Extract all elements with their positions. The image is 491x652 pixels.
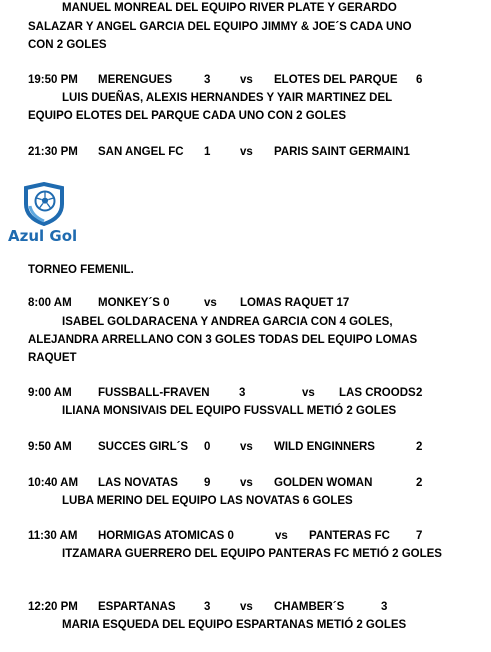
scorers-line: LUIS DUEÑAS, ALEXIS HERNANDES Y YAIR MARTINEZ DEL bbox=[62, 92, 393, 104]
away-team: GOLDEN WOMAN bbox=[274, 477, 373, 489]
home-team-score: HORMIGAS ATOMICAS 0 bbox=[98, 530, 234, 542]
home-team: SAN ANGEL FC bbox=[98, 146, 184, 158]
scorers-line: CON 2 GOLES bbox=[28, 39, 107, 51]
home-score: 9 bbox=[204, 477, 211, 489]
versus-label: vs bbox=[240, 74, 253, 86]
home-score: 3 bbox=[204, 601, 211, 613]
away-score: 2 bbox=[416, 387, 423, 399]
home-team: SUCCES GIRL´S bbox=[98, 441, 189, 453]
logo-wordmark: Azul Gol bbox=[8, 227, 78, 245]
match-time: 9:50 AM bbox=[28, 441, 72, 453]
versus-label: vs bbox=[275, 530, 288, 542]
home-score: 3 bbox=[204, 74, 211, 86]
away-team-score: LOMAS RAQUET 17 bbox=[240, 297, 350, 309]
away-score: 2 bbox=[416, 477, 423, 489]
soccer-ball-shield-icon bbox=[22, 182, 66, 226]
home-score: 3 bbox=[239, 387, 246, 399]
away-team: CHAMBER´S bbox=[274, 601, 345, 613]
match-time: 11:30 AM bbox=[28, 530, 78, 542]
away-score: 3 bbox=[381, 601, 388, 613]
match-time: 9:00 AM bbox=[28, 387, 72, 399]
away-team: PANTERAS FC bbox=[309, 530, 390, 542]
home-team-score: MONKEY´S 0 bbox=[98, 297, 170, 309]
match-time: 10:40 AM bbox=[28, 477, 79, 489]
away-team: ELOTES DEL PARQUE bbox=[274, 74, 398, 86]
azul-gol-logo bbox=[8, 182, 78, 248]
scorers-line: SALAZAR Y ANGEL GARCIA DEL EQUIPO JIMMY & JOE´S CADA UNO bbox=[28, 21, 412, 33]
scorers-line: MANUEL MONREAL DEL EQUIPO RIVER PLATE Y GERARDO bbox=[62, 2, 397, 14]
versus-label: vs bbox=[240, 601, 253, 613]
versus-label: vs bbox=[240, 477, 253, 489]
away-team-score: PARIS SAINT GERMAIN1 bbox=[274, 146, 410, 158]
scorers-line: LUBA MERINO DEL EQUIPO LAS NOVATAS 6 GOLES bbox=[62, 495, 353, 507]
away-score: 7 bbox=[416, 530, 423, 542]
home-team: ESPARTANAS bbox=[98, 601, 176, 613]
scorers-line: ALEJANDRA ARRELLANO CON 3 GOLES TODAS DEL EQUIPO LOMAS bbox=[28, 334, 418, 346]
match-time: 12:20 PM bbox=[28, 601, 78, 613]
versus-label: vs bbox=[240, 441, 253, 453]
home-team: MERENGUES bbox=[98, 74, 173, 86]
away-score: 2 bbox=[416, 441, 423, 453]
scorers-line: ILIANA MONSIVAIS DEL EQUIPO FUSSVALL METIÓ 2 GOLES bbox=[62, 405, 397, 417]
away-team: WILD ENGINNERS bbox=[274, 441, 375, 453]
versus-label: vs bbox=[204, 297, 217, 309]
scorers-line: RAQUET bbox=[28, 352, 77, 364]
versus-label: vs bbox=[302, 387, 315, 399]
section-title: TORNEO FEMENIL. bbox=[28, 264, 134, 276]
match-time: 19:50 PM bbox=[28, 74, 78, 86]
home-score: 1 bbox=[204, 146, 211, 158]
match-time: 8:00 AM bbox=[28, 297, 72, 309]
home-team: FUSSBALL-FRAVEN bbox=[98, 387, 210, 399]
match-time: 21:30 PM bbox=[28, 146, 78, 158]
scorers-line: ISABEL GOLDARACENA Y ANDREA GARCIA CON 4 GOLES, bbox=[62, 316, 393, 328]
away-team: LAS CROODS bbox=[339, 387, 416, 399]
scorers-line: ITZAMARA GUERRERO DEL EQUIPO PANTERAS FC METIÓ 2 GOLES bbox=[62, 548, 442, 560]
versus-label: vs bbox=[240, 146, 253, 158]
home-score: 0 bbox=[204, 441, 211, 453]
scorers-line: EQUIPO ELOTES DEL PARQUE CADA UNO CON 2 GOLES bbox=[28, 110, 346, 122]
away-score: 6 bbox=[416, 74, 423, 86]
home-team: LAS NOVATAS bbox=[98, 477, 178, 489]
scorers-line: MARIA ESQUEDA DEL EQUIPO ESPARTANAS METIÓ 2 GOLES bbox=[62, 619, 407, 631]
